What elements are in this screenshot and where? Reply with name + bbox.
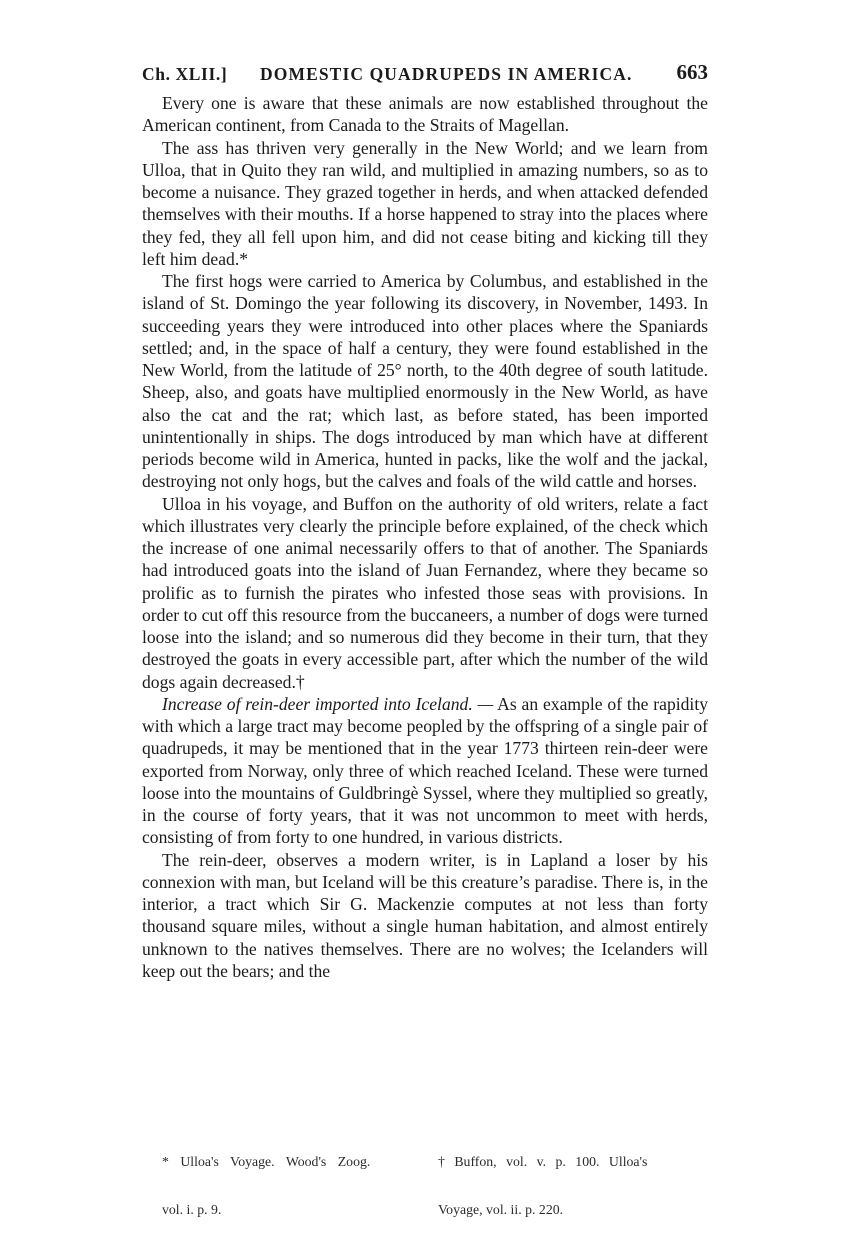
paragraph-1-text: Every one is aware that these animals are now established throughout the American continent, from Canada to the Straits of Magellan. xyxy=(142,93,708,136)
footnote-buffon xyxy=(438,1122,710,1250)
footnote-2-line-2: Voyage, vol. ii. p. 220. xyxy=(438,1202,564,1217)
page-number: 663 xyxy=(676,60,708,84)
footnote-2-line-1: † Buffon, vol. v. p. 100. Ulloa's xyxy=(438,1154,648,1169)
running-head xyxy=(142,60,708,90)
paragraph-4-text: Ulloa in his voyage, and Buffon on the authority of old writers, relate a fact which illustrates very clearly the principle before explained, of the check which the increase of one animal necessarily offers to that of another. The Spaniards had introduced goats into the island of Juan Fernandez, where they became so prolific as to furnish the pirates who infested those seas with provisions. In order to cut off this resource from the buccaneers, a number of dogs were turned loose into the island; and so numerous did they become in their turn, that they destroyed the goats in every accessible part, after which the number of the wild dogs again decreased.† xyxy=(142,493,708,692)
paragraph-3 xyxy=(142,270,708,493)
book-page xyxy=(142,60,708,982)
paragraph-5-text: As an example of the rapidity with which a large tract may become peopled by the offspring of a single pair of quadrupeds, it may be mentioned that in the year 1773 thirteen rein-deer were exported from Norway, only three of which reached Iceland. These were turned loose into the mountains of Guldbringè Syssel, where they multiplied so greatly, in the course of forty years, that it was not uncommon to meet with herds, consisting of from forty to one hundred, in various districts. xyxy=(142,693,709,848)
footnote-1-line-2: vol. i. p. 9. xyxy=(162,1202,222,1217)
paragraph-4 xyxy=(142,493,708,693)
paragraph-5 xyxy=(142,693,708,849)
body-text xyxy=(142,92,708,982)
paragraph-5-sidehead: Increase of rein-deer imported into Iceland. — xyxy=(162,693,494,714)
paragraph-2-text: The ass has thriven very generally in the New World; and we learn from Ulloa, that in Quito they ran wild, and multiplied in amazing numbers, so as to become a nuisance. They grazed together in herds, and when attacked defended themselves with their mouths. If a horse happened to stray into the places where they fed, they all fell upon him, and did not cease biting and kicking till they left him dead.* xyxy=(142,137,708,269)
paragraph-1 xyxy=(142,92,708,137)
paragraph-3-text: The first hogs were carried to America by Columbus, and established in the island of St. Domingo the year following its discovery, in November, 1493. In succeeding years they were introduced into other places where the Spaniards settled; and, in the space of half a century, they were found established in the New World, from the latitude of 25° north, to the 40th degree of south latitude. Sheep, also, and goats have multiplied enormously in the New World, as have also the cat and the rat; which last, as before stated, has been imported unintentionally in ships. The dogs introduced by man which have at different periods become wild in America, hunted in packs, like the wolf and the jackal, destroying not only hogs, but the calves and foals of the wild cattle and horses. xyxy=(142,271,708,492)
footnote-1-line-1: * Ulloa's Voyage. Wood's Zoog. xyxy=(162,1154,371,1169)
chapter-label: Ch. XLII.] xyxy=(142,64,228,84)
paragraph-2 xyxy=(142,137,708,271)
footnote-ulloa xyxy=(162,1122,432,1250)
running-title: DOMESTIC QUADRUPEDS IN AMERICA. xyxy=(260,64,633,84)
paragraph-6-text: The rein-deer, observes a modern writer, is in Lapland a loser by his connexion with man, but Iceland will be this creature’s paradise. There is, in the interior, a tract which Sir G. Mackenzie computes at not less than forty thousand square miles, without a single human habitation, and almost entirely unknown to the natives themselves. There are no wolves; the Icelanders will keep out the bears; and the xyxy=(142,849,708,981)
paragraph-6 xyxy=(142,849,708,983)
